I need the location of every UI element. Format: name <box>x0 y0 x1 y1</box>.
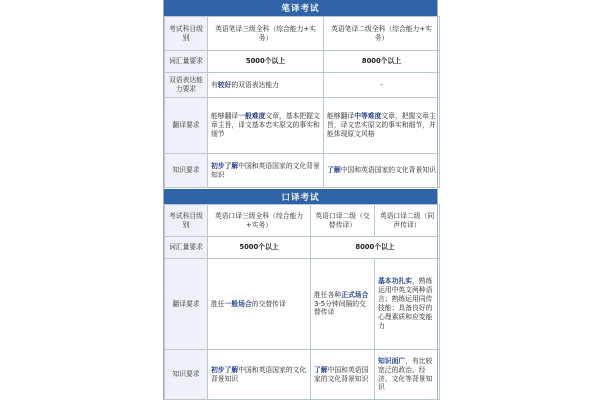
level-3-header: 英语笔译三级全科（综合能力+实务） <box>208 17 324 51</box>
written-exam-title: 笔译考试 <box>281 4 320 14</box>
table-row <box>165 73 440 98</box>
row-label: 知识要求 <box>165 350 208 400</box>
level-3-vocab: 5000个以上 <box>208 51 324 73</box>
row-label: 考试科目级别 <box>165 17 208 51</box>
row-label: 双语表达能力要求 <box>165 73 208 98</box>
oral-exam-title-band <box>164 189 437 204</box>
oral-level-2-vocab: 8000个以上 <box>311 237 440 259</box>
table-row <box>165 98 440 154</box>
row-label: 翻译要求 <box>165 259 208 350</box>
level-2-bilingual: - <box>324 73 440 98</box>
table-row <box>165 350 440 400</box>
written-exam-table <box>164 16 440 188</box>
row-label: 词汇量要求 <box>165 237 208 259</box>
table-row <box>165 237 440 259</box>
level-3-bilingual: 有较好的双语表达能力 <box>208 73 324 98</box>
oral-level-3-header: 英语口译三级全科（综合能力+实务） <box>208 205 311 237</box>
simultaneous-header: 英语口译二级（同声传译） <box>375 205 440 237</box>
written-exam-title-band <box>164 0 437 16</box>
simultaneous-knowledge: 知识面广，有比较宽泛的政治、经济、文化等背景知识 <box>375 350 440 400</box>
level-3-knowledge: 初步了解中国和英语国家的文化背景知识 <box>208 154 324 188</box>
level-2-vocab: 8000个以上 <box>324 51 440 73</box>
exam-requirements-document <box>163 0 438 400</box>
oral-exam-table <box>164 204 440 400</box>
table-row <box>165 205 440 237</box>
table-row <box>165 51 440 73</box>
level-3-translation: 能够翻译一般难度文章，基本把握文章主旨，译文基本忠实原文的事实和细节 <box>208 98 324 154</box>
oral-level-3-knowledge: 初步了解中国和英语国家的文化背景知识 <box>208 350 311 400</box>
level-2-knowledge: 了解中国和英语国家的文化背景知识 <box>324 154 440 188</box>
row-label: 翻译要求 <box>165 98 208 154</box>
oral-level-3-vocab: 5000个以上 <box>208 237 311 259</box>
level-2-translation: 能够翻译中等难度文章，把握文章主旨，译文忠实原文的事实和细节，并能体现原文风格 <box>324 98 440 154</box>
oral-level-3-translation: 胜任一般场合的交替传译 <box>208 259 311 350</box>
table-row <box>165 154 440 188</box>
oral-exam-title: 口译考试 <box>281 192 320 203</box>
consecutive-translation: 胜任各种正式场合3-5分钟间隔的交替传译 <box>311 259 375 350</box>
consecutive-knowledge: 了解中国和英语国家的文化背景知识 <box>311 350 375 400</box>
row-label: 词汇量要求 <box>165 51 208 73</box>
table-row <box>165 17 440 51</box>
simultaneous-translation: 基本功扎实，熟练运用中英文两种语言；熟练运用同传技能；具备良好的心理素质和应变能力 <box>375 259 440 350</box>
level-2-header: 英语笔译二级全科（综合能力+实务） <box>324 17 440 51</box>
row-label: 知识要求 <box>165 154 208 188</box>
row-label: 考试科目级别 <box>165 205 208 237</box>
consecutive-header: 英语口译二级（交替传译） <box>311 205 375 237</box>
table-row <box>165 259 440 350</box>
